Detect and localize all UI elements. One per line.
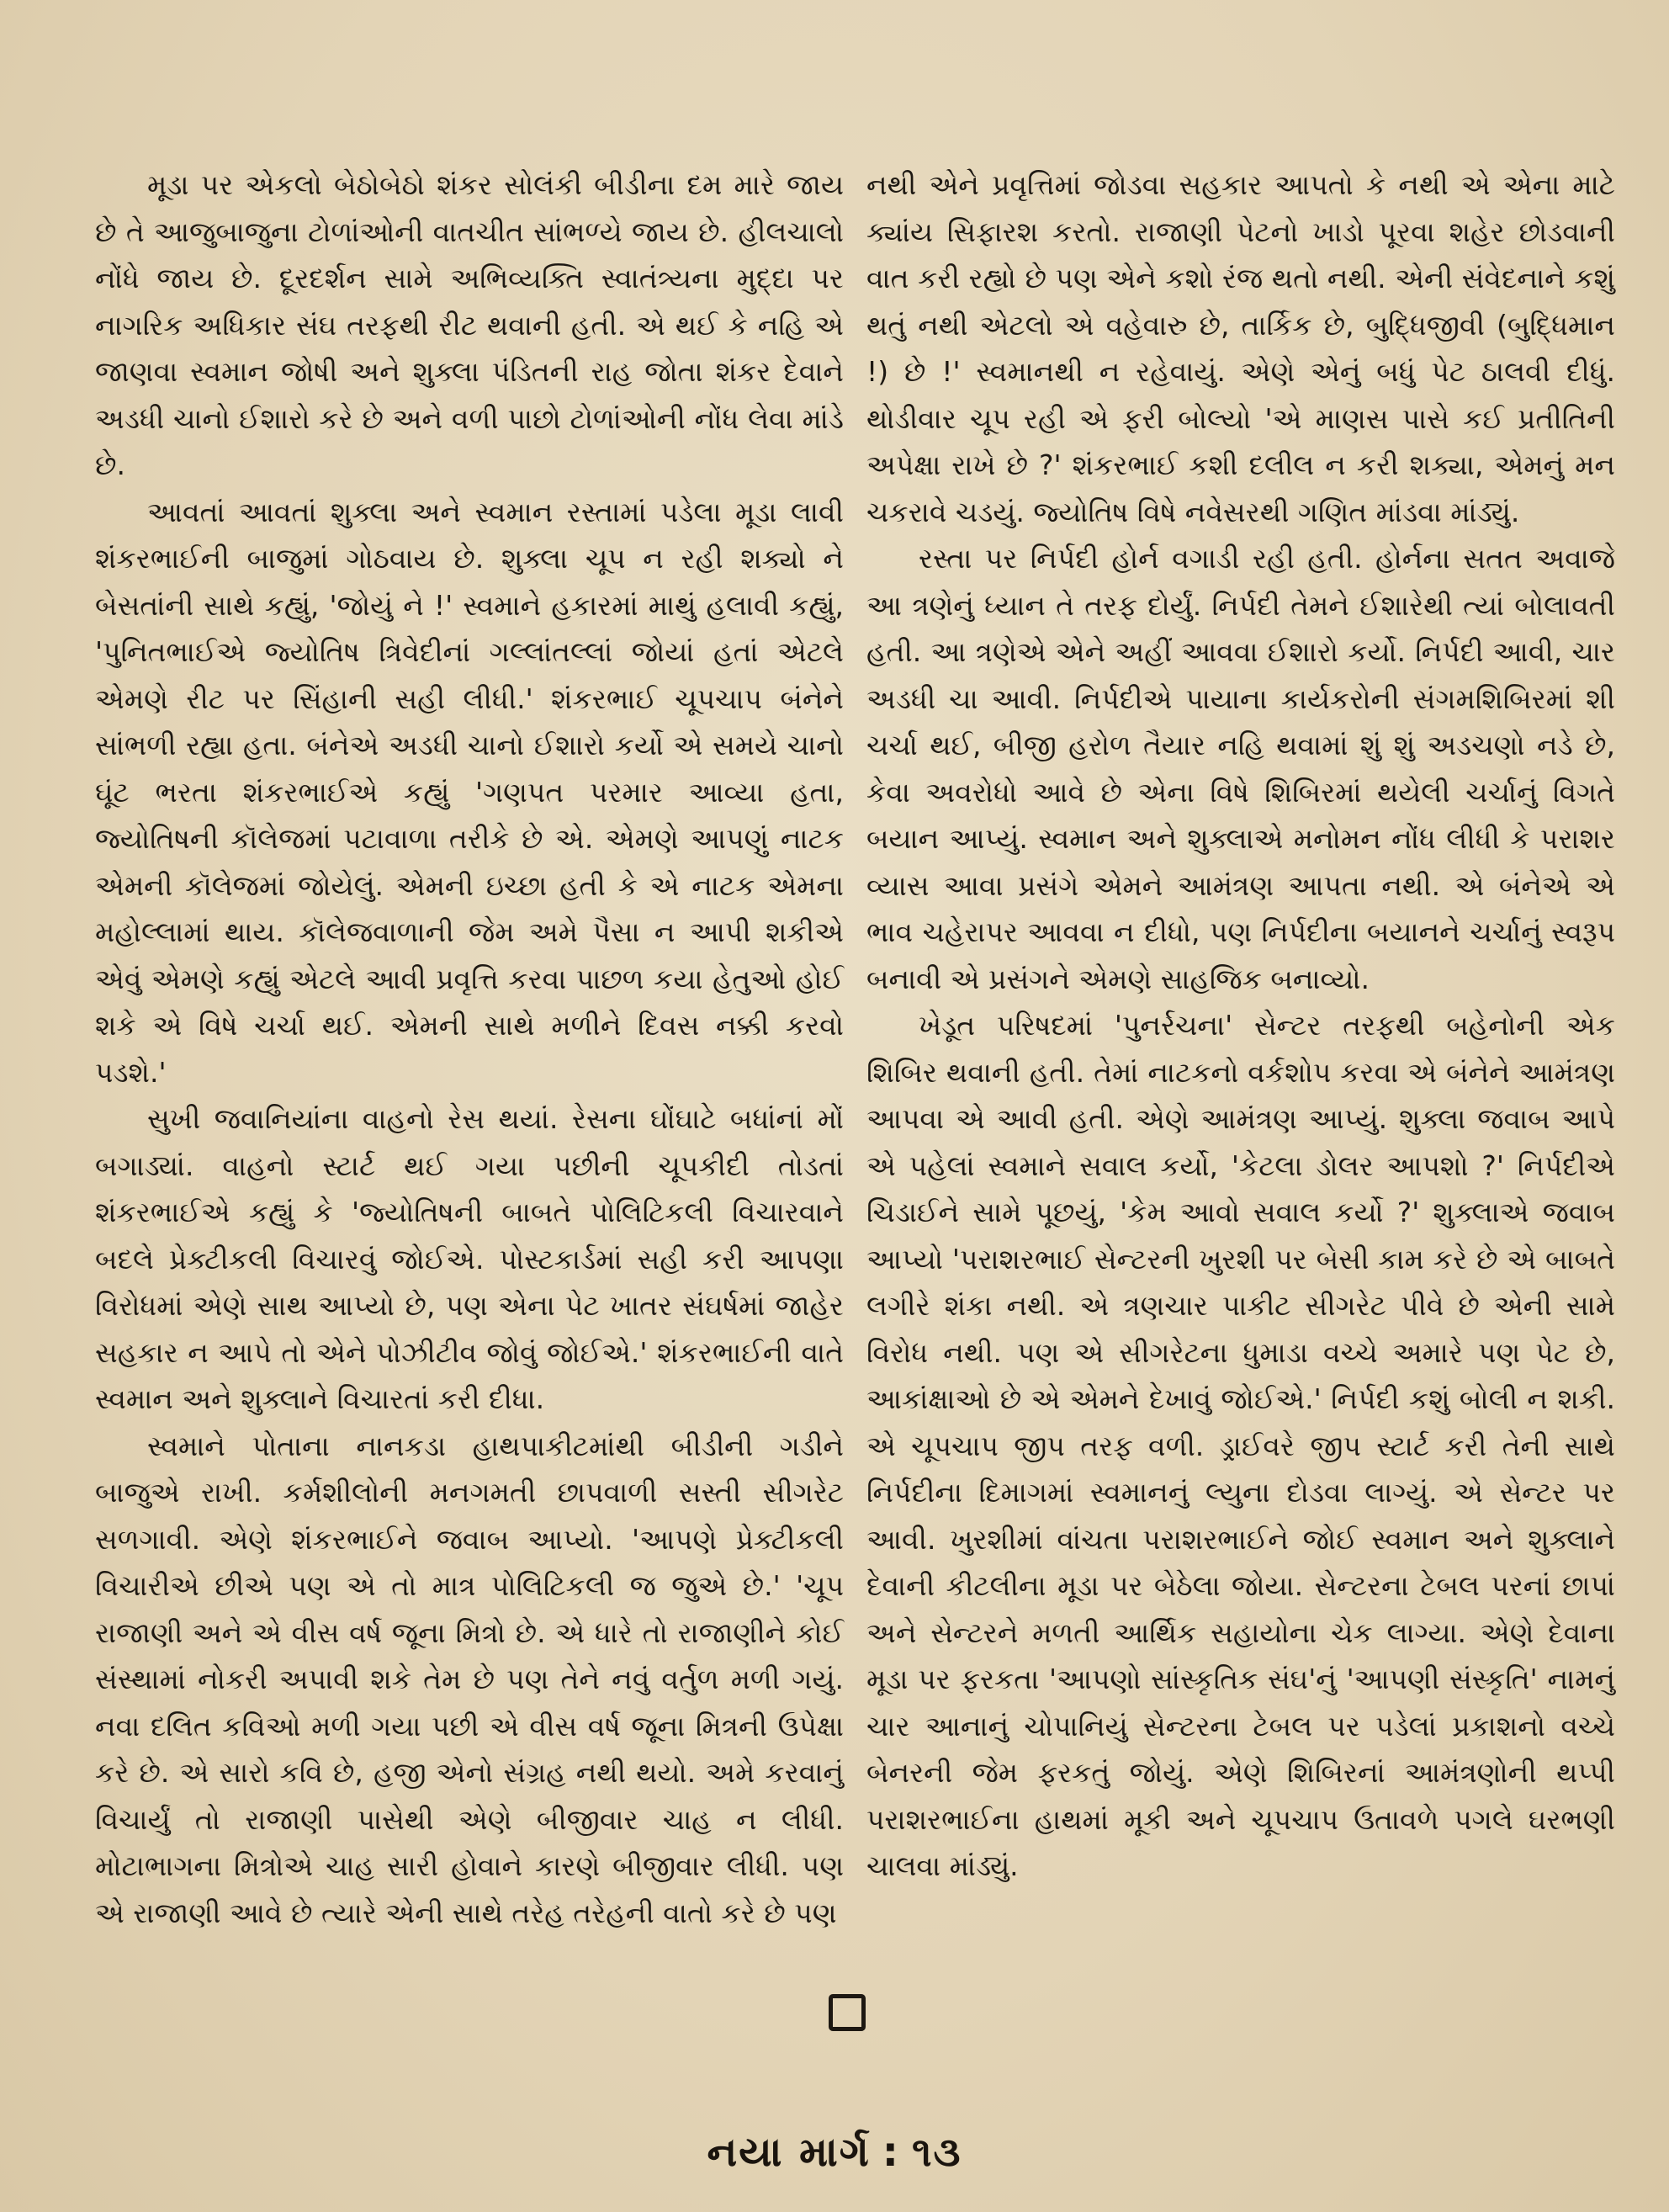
page-footer <box>0 2129 1669 2177</box>
paragraph: સ્વમાને પોતાના નાનકડા હાથપાકીટમાંથી બીડીની ગડીને બાજુએ રાખી. કર્મશીલોની મનગમતી છાપવાળી સસ્તી સીગરેટ સળગાવી. એણે શંકરભાઈને જવાબ આપ્યો. 'આપણે પ્રેક્ટીકલી વિચારીએ છીએ પણ એ તો માત્ર પોલિટિકલી જ જુએ છે.' 'ચૂપ રાજાણી અને એ વીસ વર્ષ જૂના મિત્રો છે. એ ધારે તો રાજાણીને કોઈ સંસ્થામાં નોકરી અપાવી શકે તેમ છે પણ તેને નવું વર્તુળ મળી ગયું. નવા દલિત કવિઓ મળી ગયા પછી એ વીસ વર્ષ જૂના મિત્રની ઉપેક્ષા કરે છે. એ સારો કવિ છે, હજી એનો સંગ્રહ નથી થયો. અમે કરવાનું વિચાર્યું તો રાજાણી પાસેથી એણે બીજીવાર ચાહ ન લીધી. મોટાભાગના મિત્રોએ ચાહ સારી હોવાને કારણે બીજીવાર લીધી. પણ એ રાજાણી આવે છે ત્યારે એની સાથે તરેહ તરેહની વાતો કરે છે પણ <box>95 1429 844 1929</box>
paragraph: નથી એને પ્રવૃત્તિમાં જોડવા સહકાર આપતો કે નથી એ એના માટે ક્યાંય સિફારશ કરતો. રાજાણી પેટનો ખાડો પૂરવા શહેર છોડવાની વાત કરી રહ્યો છે પણ એને કશો રંજ થતો નથી. એની સંવેદનાને કશું થતું નથી એટલો એ વહેવારુ છે, તાર્કિક છે, બુદ્ધિજીવી (બુદ્ધિમાન !) છે !' સ્વમાનથી ન રહેવાયું. એણે એનું બધું પેટ ઠાલવી દીધું. થોડીવાર ચૂપ રહી એ ફરી બોલ્યો 'એ માણસ પાસે કઈ પ્રતીતિની અપેક્ષા રાખે છે ?' શંકરભાઈ કશી દલીલ ન કરી શક્યા, એમનું મન ચકરાવે ચડયું. જ્યોતિષ વિષે નવેસરથી ગણિત માંડવા માંડ્યું. <box>866 168 1615 528</box>
end-of-article-square-icon <box>829 1994 866 2031</box>
paragraph: સુખી જવાનિયાંના વાહનો રેસ થયાં. રેસના ઘોંઘાટે બધાંનાં મોં બગાડ્યાં. વાહનો સ્ટાર્ટ થઈ ગયા પછીની ચૂપકીદી તોડતાં શંકરભાઈએ કહ્યું કે 'જ્યોતિષની બાબતે પોલિટિકલી વિચારવાને બદલે પ્રેક્ટીકલી વિચારવું જોઈએ. પોસ્ટકાર્ડમાં સહી કરી આપણા વિરોધમાં એણે સાથ આપ્યો છે, પણ એના પેટ ખાતર સંઘર્ષમાં જાહેર સહકાર ન આપે તો એને પોઝીટીવ જોવું જોઈએ.' શંકરભાઈની વાતે સ્વમાન અને શુક્લાને વિચારતાં કરી દીધા. <box>95 1102 844 1415</box>
right-column <box>866 162 1615 1890</box>
paragraph: ખેડૂત પરિષદમાં 'પુનર્રચના' સેન્ટર તરફથી બહેનોની એક શિબિર થવાની હતી. તેમાં નાટકનો વર્કશોપ કરવા એ બંનેને આમંત્રણ આપવા એ આવી હતી. એણે આમંત્રણ આપ્યું. શુક્લા જવાબ આપે એ પહેલાં સ્વમાને સવાલ કર્યો, 'કેટલા ડોલર આપશો ?' નિર્પદીએ ચિડાઈને સામે પૂછયું, 'કેમ આવો સવાલ કર્યો ?' શુક્લાએ જવાબ આપ્યો 'પરાશરભાઈ સેન્ટરની ખુરશી પર બેસી કામ કરે છે એ બાબતે લગીરે શંકા નથી. એ ત્રણચાર પાકીટ સીગરેટ પીવે છે એની સામે વિરોધ નથી. પણ એ સીગરેટના ધુમાડા વચ્ચે અમારે પણ પેટ છે, આકાંક્ષાઓ છે એ એમને દેખાવું જોઈએ.' નિર્પદી કશું બોલી ન શકી. એ ચૂપચાપ જીપ તરફ વળી. ડ્રાઈવરે જીપ સ્ટાર્ટ કરી તેની સાથે નિર્પદીના દિમાગમાં સ્વમાનનું લ્યુના દોડવા લાગ્યું. એ સેન્ટર પર આવી. ખુરશીમાં વાંચતા પરાશરભાઈને જોઈ સ્વમાન અને શુક્લાને દેવાની કીટલીના મૂડા પર બેઠેલા જોયા. સેન્ટરના ટેબલ પરનાં છાપાં અને સેન્ટરને મળતી આર્થિક સહાયોના ચેક લાગ્યા. એણે દેવાના મૂડા પર ફરકતા 'આપણો સાંસ્કૃતિક સંઘ'નું 'આપણી સંસ્કૃતિ' નામનું ચાર આનાનું ચોપાનિયું સેન્ટરના ટેબલ પર પડેલાં પ્રકાશનો વચ્ચે બેનરની જેમ ફરકતું જોયું. એણે શિબિરનાં આમંત્રણોની થપ્પી પરાશરભાઈના હાથમાં મૂકી અને ચૂપચાપ ઉતાવળે પગલે ઘરભણી ચાલવા માંડ્યું. <box>866 1009 1615 1882</box>
magazine-name: નયા માર્ગ <box>707 2129 871 2176</box>
page-number: ૧૩ <box>911 2129 962 2176</box>
paragraph: રસ્તા પર નિર્પદી હોર્ન વગાડી રહી હતી. હોર્નના સતત અવાજે આ ત્રણેનું ધ્યાન તે તરફ દોર્યું. નિર્પદી તેમને ઈશારેથી ત્યાં બોલાવતી હતી. આ ત્રણેએ એને અહીં આવવા ઈશારો કર્યો. નિર્પદી આવી, ચાર અડધી ચા આવી. નિર્પદીએ પાયાના કાર્યકરોની સંગમશિબિરમાં શી ચર્ચા થઈ, બીજી હરોળ તૈયાર નહિ થવામાં શું શું અડચણો નડે છે, કેવા અવરોધો આવે છે એના વિષે શિબિરમાં થયેલી ચર્ચાનું વિગતે બયાન આપ્યું. સ્વમાન અને શુક્લાએ મનોમન નોંધ લીધી કે પરાશર વ્યાસ આવા પ્રસંગે એમને આમંત્રણ આપતા નથી. એ બંનેએ એ ભાવ ચહેરાપર આવવા ન દીધો, પણ નિર્પદીના બયાનને ચર્ચાનું સ્વરૂપ બનાવી એ પ્રસંગને એમણે સાહજિક બનાવ્યો. <box>866 542 1615 995</box>
paragraph: મૂડા પર એકલો બેઠોબેઠો શંકર સોલંકી બીડીના દમ મારે જાય છે તે આજુબાજુના ટોળાંઓની વાતચીત સાંભળ્યે જાય છે. હીલચાલો નોંધે જાય છે. દૂરદર્શન સામે અભિવ્યક્તિ સ્વાતંત્ર્યના મુદ્દા પર નાગરિક અધિકાર સંઘ તરફથી રીટ થવાની હતી. એ થઈ કે નહિ એ જાણવા સ્વમાન જોષી અને શુક્લા પંડિતની રાહ જોતા શંકર દેવાને અડધી ચાનો ઈશારો કરે છે અને વળી પાછો ટોળાંઓની નોંધ લેવા માંડે છે. <box>95 168 844 481</box>
paragraph: આવતાં આવતાં શુક્લા અને સ્વમાન રસ્તામાં પડેલા મૂડા લાવી શંકરભાઈની બાજુમાં ગોઠવાય છે. શુક્લા ચૂપ ન રહી શક્યો ને બેસતાંની સાથે કહ્યું, 'જોયું ને !' સ્વમાને હકારમાં માથું હલાવી કહ્યું, 'પુનિતભાઈએ જ્યોતિષ ત્રિવેદીનાં ગલ્લાંતલ્લાં જોયાં હતાં એટલે એમણે રીટ પર સિંહાની સહી લીધી.' શંકરભાઈ ચૂપચાપ બંનેને સાંભળી રહ્યા હતા. બંનેએ અડધી ચાનો ઈશારો કર્યો એ સમયે ચાનો ઘૂંટ ભરતા શંકરભાઈએ કહ્યું 'ગણપત પરમાર આવ્યા હતા, જ્યોતિષની કૉલેજમાં પટાવાળા તરીકે છે એ. એમણે આપણું નાટક એમની કૉલેજમાં જોયેલું. એમની ઇચ્છા હતી કે એ નાટક એમના મહોલ્લામાં થાય. કૉલેજવાળાની જેમ અમે પૈસા ન આપી શકીએ એવું એમણે કહ્યું એટલે આવી પ્રવૃત્તિ કરવા પાછળ કયા હેતુઓ હોઈ શકે એ વિષે ચર્ચા થઈ. એમની સાથે મળીને દિવસ નક્કી કરવો પડશે.' <box>95 495 844 1089</box>
footer-separator: : <box>882 2129 900 2176</box>
left-column <box>95 162 844 1936</box>
